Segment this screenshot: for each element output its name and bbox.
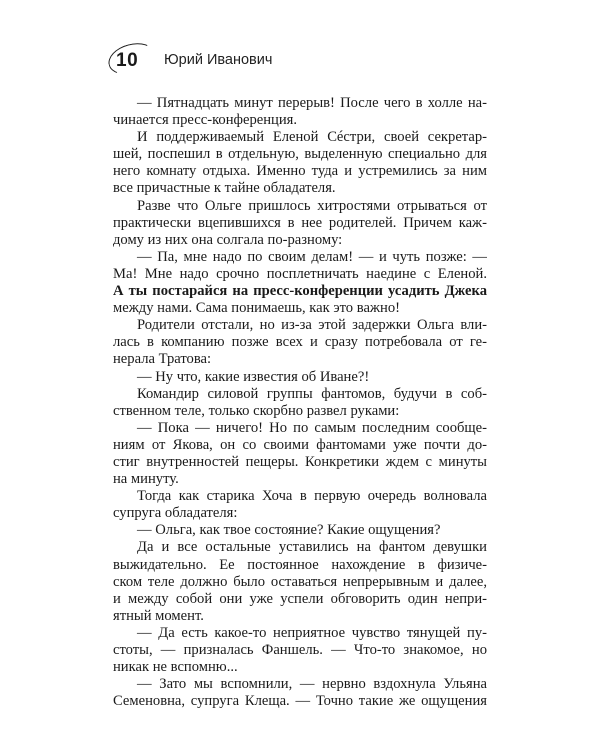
page-text: [113, 95, 487, 710]
text-line: И поддерживаемый Еленой Сéстри, своей секретар-: [137, 129, 487, 146]
text-line: супруга обладателя:: [113, 505, 238, 522]
text-line: на минуту.: [113, 471, 179, 488]
text-line: между нами. Сама понимаешь, как это важно!: [113, 300, 400, 317]
text-line: шей, поспешил в отдельную, выделенную специально для: [113, 146, 487, 163]
text-line: практически вцепившихся в нее родителей. Причем каж-: [113, 214, 487, 231]
text-line: дому из них она солгала по-разному:: [113, 231, 343, 248]
text-line: — Ольга, как твое состояние? Какие ощущения?: [137, 522, 441, 539]
text-line: — Ну что, какие известия об Иване?!: [137, 368, 370, 385]
text-line: все причастные к тайне обладателя.: [113, 180, 336, 197]
text-line: Ма! Мне надо срочно посплетничать наедине с Еленой.: [113, 265, 487, 282]
text-line: стоты, — призналась Фаншель. — Что-то знакомое, но: [113, 642, 487, 658]
text-line: ском теле должно было оставаться непрерывным и далее,: [113, 573, 487, 590]
page-number: 10: [116, 50, 139, 71]
text-line: — Пока — ничего! Но по самым последним сообще-: [137, 419, 487, 436]
text-line: — Пятнадцать минут перерыв! После чего в холле на-: [137, 95, 487, 111]
author-name: Юрий Иванович: [164, 52, 273, 68]
text-line: Командир силовой группы фантомов, будучи в соб-: [137, 385, 487, 402]
text-line: Тогда как старика Хоча в первую очередь волновала: [137, 488, 487, 505]
text-line: Семеновна, супруга Клеща. — Точно такие же ощущения: [113, 693, 487, 710]
text-line: ятный момент.: [113, 607, 204, 624]
text-line: ниям от Якова, он со своими фантомами уже почти до-: [113, 436, 487, 453]
text-line: нерала Тратова:: [113, 351, 212, 368]
text-line: него комнату отдыха. Именно туда и устремились за ним: [113, 163, 487, 180]
text-line: — Зато мы вспомнили, — нервно вздохнула Ульяна: [137, 676, 487, 693]
text-line: Разве что Ольге пришлось хитростями отрываться от: [137, 197, 487, 214]
text-line: Да и все остальные уставились на фантом девушки: [137, 539, 487, 556]
text-line: — Да есть какое-то неприятное чувство тянущей пу-: [137, 624, 487, 641]
text-line: — Па, мне надо по своим делам! — и чуть позже: —: [137, 248, 487, 265]
text-line: никак не вспомню...: [113, 659, 238, 676]
text-line: чинается пресс-конференция.: [113, 112, 298, 129]
text-line: выжидательно. Ее постоянное нахождение в физиче-: [113, 556, 487, 573]
text-line: Родители отстали, но из-за этой задержки Ольга вли-: [137, 317, 487, 334]
running-header: [108, 44, 508, 78]
text-line: лась в компанию позже всех и сразу потребовала от ге-: [113, 334, 487, 351]
text-line: стиг внутренностей пещеры. Конкретики ждем с минуты: [113, 453, 487, 470]
text-line: и между собой они уже успели обговорить один непри-: [113, 590, 487, 607]
text-line: А ты постарайся на пресс-конференции усадить Джека: [113, 283, 487, 300]
text-line: ственном теле, только скорбно развел руками:: [113, 402, 400, 419]
